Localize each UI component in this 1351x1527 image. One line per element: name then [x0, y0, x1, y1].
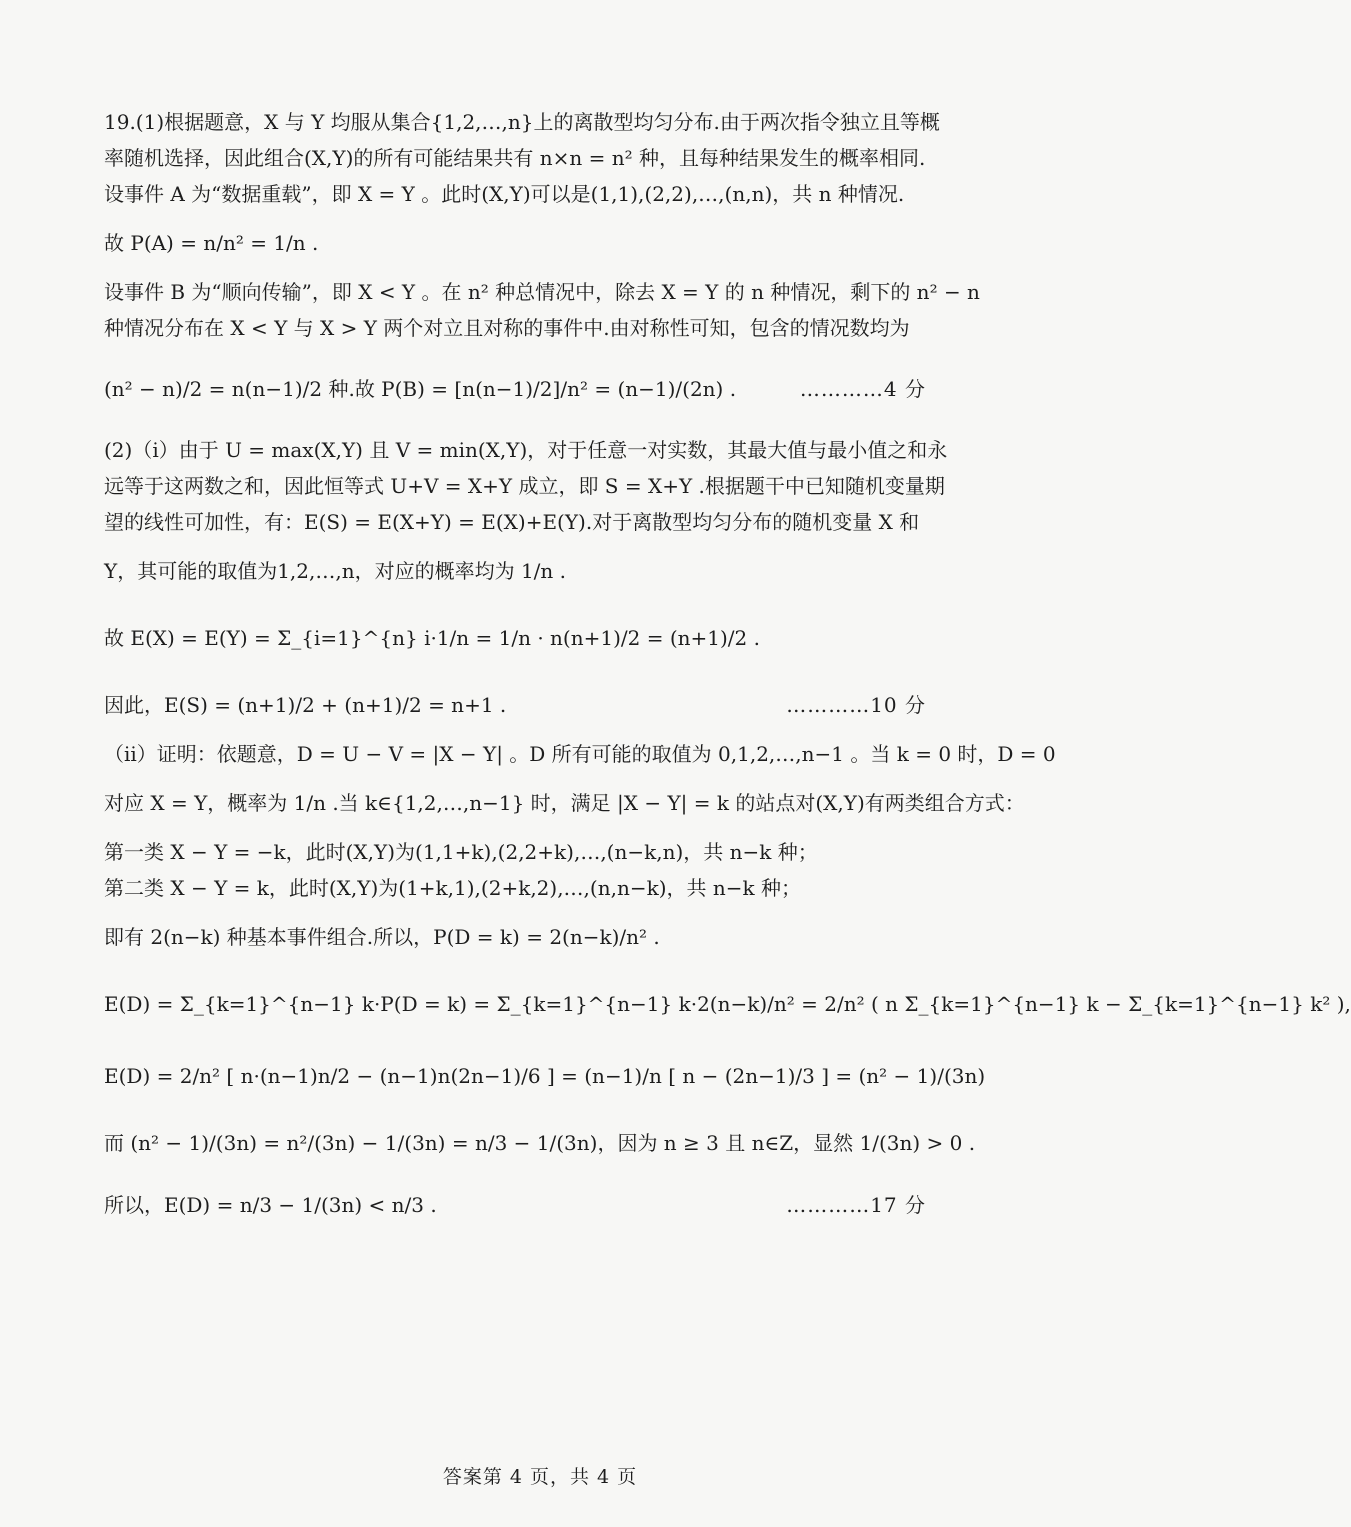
formula-line: 故 E(X) = E(Y) = Σ_{i=1}^{n} i·1/n = 1/n · n(n+1)/2 = (n+1)/2 . — [104, 626, 760, 650]
score-mark: …………17 分 — [786, 1193, 926, 1217]
formula-line-with-score — [104, 1174, 980, 1236]
formula-line: 故 P(A) = n/n² = 1/n . — [104, 231, 319, 255]
formula-text: 所以，E(D) = n/3 − 1/(3n) < n/3 . — [104, 1193, 437, 1217]
formula-line: 而 (n² − 1)/(3n) = n²/(3n) − 1/(3n) = n/3 − 1/(3n)，因为 n ≥ 3 且 n∈Z，显然 1/(3n) > 0 . — [104, 1131, 976, 1155]
text-line: 设事件 A 为“数据重载”，即 X = Y 。此时(X,Y)可以是(1,1),(2,2),…,(n,n)，共 n 种情况. — [104, 182, 905, 206]
text-line: 望的线性可加性，有：E(S) = E(X+Y) = E(X)+E(Y).对于离散型均匀分布的随机变量 X 和 — [104, 510, 920, 534]
score-mark: …………4 分 — [799, 377, 926, 401]
text-line: 19.(1)根据题意，X 与 Y 均服从集合{1,2,…,n}上的离散型均匀分布.由于两次指令独立且等概 — [104, 110, 940, 134]
formula-text: 因此，E(S) = (n+1)/2 + (n+1)/2 = n+1 . — [104, 693, 507, 717]
formula-line: 对应 X = Y，概率为 1/n .当 k∈{1,2,…,n−1} 时，满足 |X − Y| = k 的站点对(X,Y)有两类组合方式： — [104, 791, 1025, 815]
score-mark: …………10 分 — [786, 693, 926, 717]
text-line: (2)（i）由于 U = max(X,Y) 且 V = min(X,Y)，对于任意一对实数，其最大值与最小值之和永 — [104, 438, 948, 462]
text-line: 第一类 X − Y = −k，此时(X,Y)为(1,1+k),(2,2+k),…,(n−k,n)，共 n−k 种； — [104, 840, 818, 864]
text-line: （ii）证明：依题意，D = U − V = |X − Y| 。D 所有可能的取值为 0,1,2,…,n−1 。当 k = 0 时，D = 0 — [104, 742, 1056, 766]
formula-line-with-score — [104, 674, 980, 736]
text-line: 远等于这两数之和，因此恒等式 U+V = X+Y 成立，即 S = X+Y .根据题干中已知随机变量期 — [104, 474, 945, 498]
text-line: 种情况分布在 X < Y 与 X > Y 两个对立且对称的事件中.由对称性可知，包含的情况数均为 — [104, 316, 910, 340]
page-footer: 答案第 4 页，共 4 页 — [442, 1466, 638, 1488]
text-line: 设事件 B 为“顺向传输”，即 X < Y 。在 n² 种总情况中，除去 X = Y 的 n 种情况，剩下的 n² − n — [104, 280, 980, 304]
formula-line: Y，其可能的取值为1,2,…,n，对应的概率均为 1/n . — [104, 559, 567, 583]
text-line: 第二类 X − Y = k，此时(X,Y)为(1+k,1),(2+k,2),…,(n,n−k)，共 n−k 种； — [104, 876, 801, 900]
formula-line: E(D) = 2/n² [ n·(n−1)n/2 − (n−1)n(2n−1)/6 ] = (n−1)/n [ n − (2n−1)/3 ] = (n² − 1)/(3n) — [104, 1064, 986, 1088]
formula-line: E(D) = Σ_{k=1}^{n−1} k·P(D = k) = Σ_{k=1}^{n−1} k·2(n−k)/n² = 2/n² ( n Σ_{k=1}^{n−1} k − Σ_{k=1}^{n−1} k² ), — [104, 992, 1351, 1016]
formula-line: 即有 2(n−k) 种基本事件组合.所以，P(D = k) = 2(n−k)/n² . — [104, 925, 660, 949]
formula-text: (n² − n)/2 = n(n−1)/2 种.故 P(B) = [n(n−1)/2]/n² = (n−1)/(2n) . — [104, 377, 737, 401]
formula-line-with-score — [104, 346, 980, 432]
text-line: 率随机选择，因此组合(X,Y)的所有可能结果共有 n×n = n² 种，且每种结果发生的概率相同. — [104, 146, 926, 170]
